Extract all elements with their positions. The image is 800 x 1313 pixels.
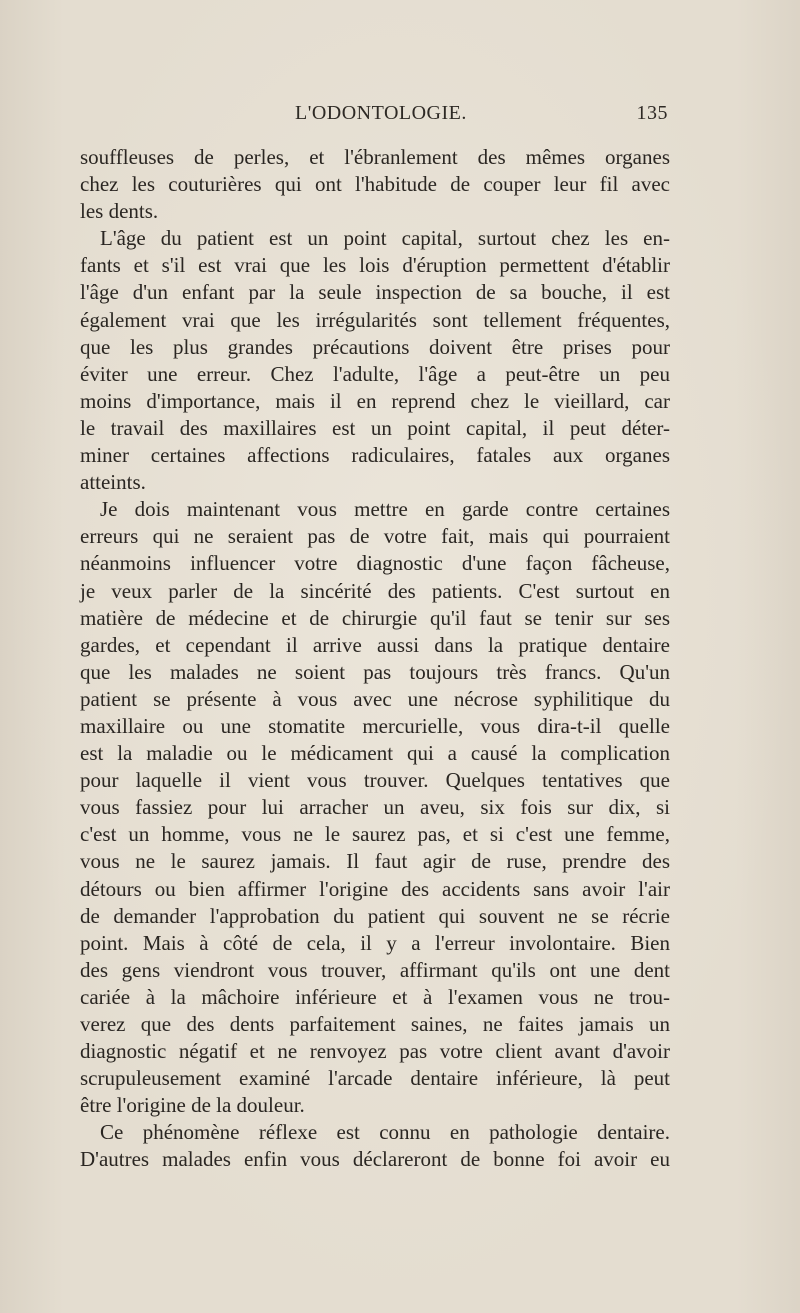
text-line: également vrai que les irrégularités sont tellement fréquentes, [80,307,670,332]
text-line: des gens viendront vous trouver, affirmant qu'ils ont une dent [80,957,670,982]
text-line: de demander l'approbation du patient qui souvent ne se récrie [80,903,670,928]
text-line: détours ou bien affirmer l'origine des accidents sans avoir l'air [80,876,670,901]
paragraph-3 [80,496,670,1119]
paragraph-4 [80,1119,670,1173]
text-line: être l'origine de la douleur. [80,1093,305,1118]
text-line: gardes, et cependant il arrive aussi dans la pratique dentaire [80,632,670,657]
paragraph-2 [80,225,670,496]
text-line: patient se présente à vous avec une nécrose syphilitique du [80,686,670,711]
text-line: néanmoins influencer votre diagnostic d'une façon fâcheuse, [80,551,670,576]
text-line: moins d'importance, mais il en reprend chez le vieillard, car [80,388,670,413]
text-line: le travail des maxillaires est un point capital, il peut déter- [80,415,670,440]
text-line: vous fassiez pour lui arracher un aveu, six fois sur dix, si [80,795,670,820]
text-line: que les malades ne soient pas toujours très francs. Qu'un [80,659,670,684]
paragraph-1 [80,144,670,225]
text-line: erreurs qui ne seraient pas de votre fait, mais qui pourraient [80,524,670,549]
text-line: je veux parler de la sincérité des patients. C'est surtout en [80,578,670,603]
text-line: maxillaire ou une stomatite mercurielle, vous dira-t-il quelle [80,713,670,738]
running-title: L'ODONTOLOGIE. [295,102,467,124]
text-line: miner certaines affections radiculaires, fatales aux organes [80,443,670,468]
text-line: Ce phénomène réflexe est connu en pathologie dentaire. [100,1120,670,1145]
text-line: matière de médecine et de chirurgie qu'il faut se tenir sur ses [80,605,670,630]
text-line: éviter une erreur. Chez l'adulte, l'âge a peut-être un peu [80,361,670,386]
text-line: c'est un homme, vous ne le saurez pas, et si c'est une femme, [80,822,670,847]
running-header [80,100,670,130]
text-line: chez les couturières qui ont l'habitude de couper leur fil avec [80,172,670,197]
text-line: pour laquelle il vient vous trouver. Quelques tentatives que [80,768,670,793]
text-line: l'âge d'un enfant par la seule inspection de sa bouche, il est [80,280,670,305]
book-page [80,100,670,1174]
text-line: D'autres malades enfin vous déclareront de bonne foi avoir eu [80,1147,670,1172]
text-line: fants et s'il est vrai que les lois d'éruption permettent d'établir [80,253,670,278]
text-line: les dents. [80,199,159,224]
text-line: atteints. [80,470,146,495]
text-line: cariée à la mâchoire inférieure et à l'examen vous ne trou- [80,984,670,1009]
text-line: L'âge du patient est un point capital, surtout chez les en- [100,226,670,251]
text-line: est la maladie ou le médicament qui a causé la complication [80,741,670,766]
body-text [80,144,670,1174]
text-line: vous ne le saurez jamais. Il faut agir de ruse, prendre des [80,849,670,874]
text-line: diagnostic négatif et ne renvoyez pas votre client avant d'avoir [80,1039,670,1064]
text-line: souffleuses de perles, et l'ébranlement des mêmes organes [80,145,670,169]
text-line: point. Mais à côté de cela, il y a l'erreur involontaire. Bien [80,930,670,955]
page-number: 135 [636,102,668,124]
text-line: verez que des dents parfaitement saines, ne faites jamais un [80,1012,670,1036]
text-line: que les plus grandes précautions doivent être prises pour [80,334,670,359]
text-line: scrupuleusement examiné l'arcade dentaire inférieure, là peut [80,1066,670,1091]
text-line: Je dois maintenant vous mettre en garde contre certaines [100,497,670,522]
